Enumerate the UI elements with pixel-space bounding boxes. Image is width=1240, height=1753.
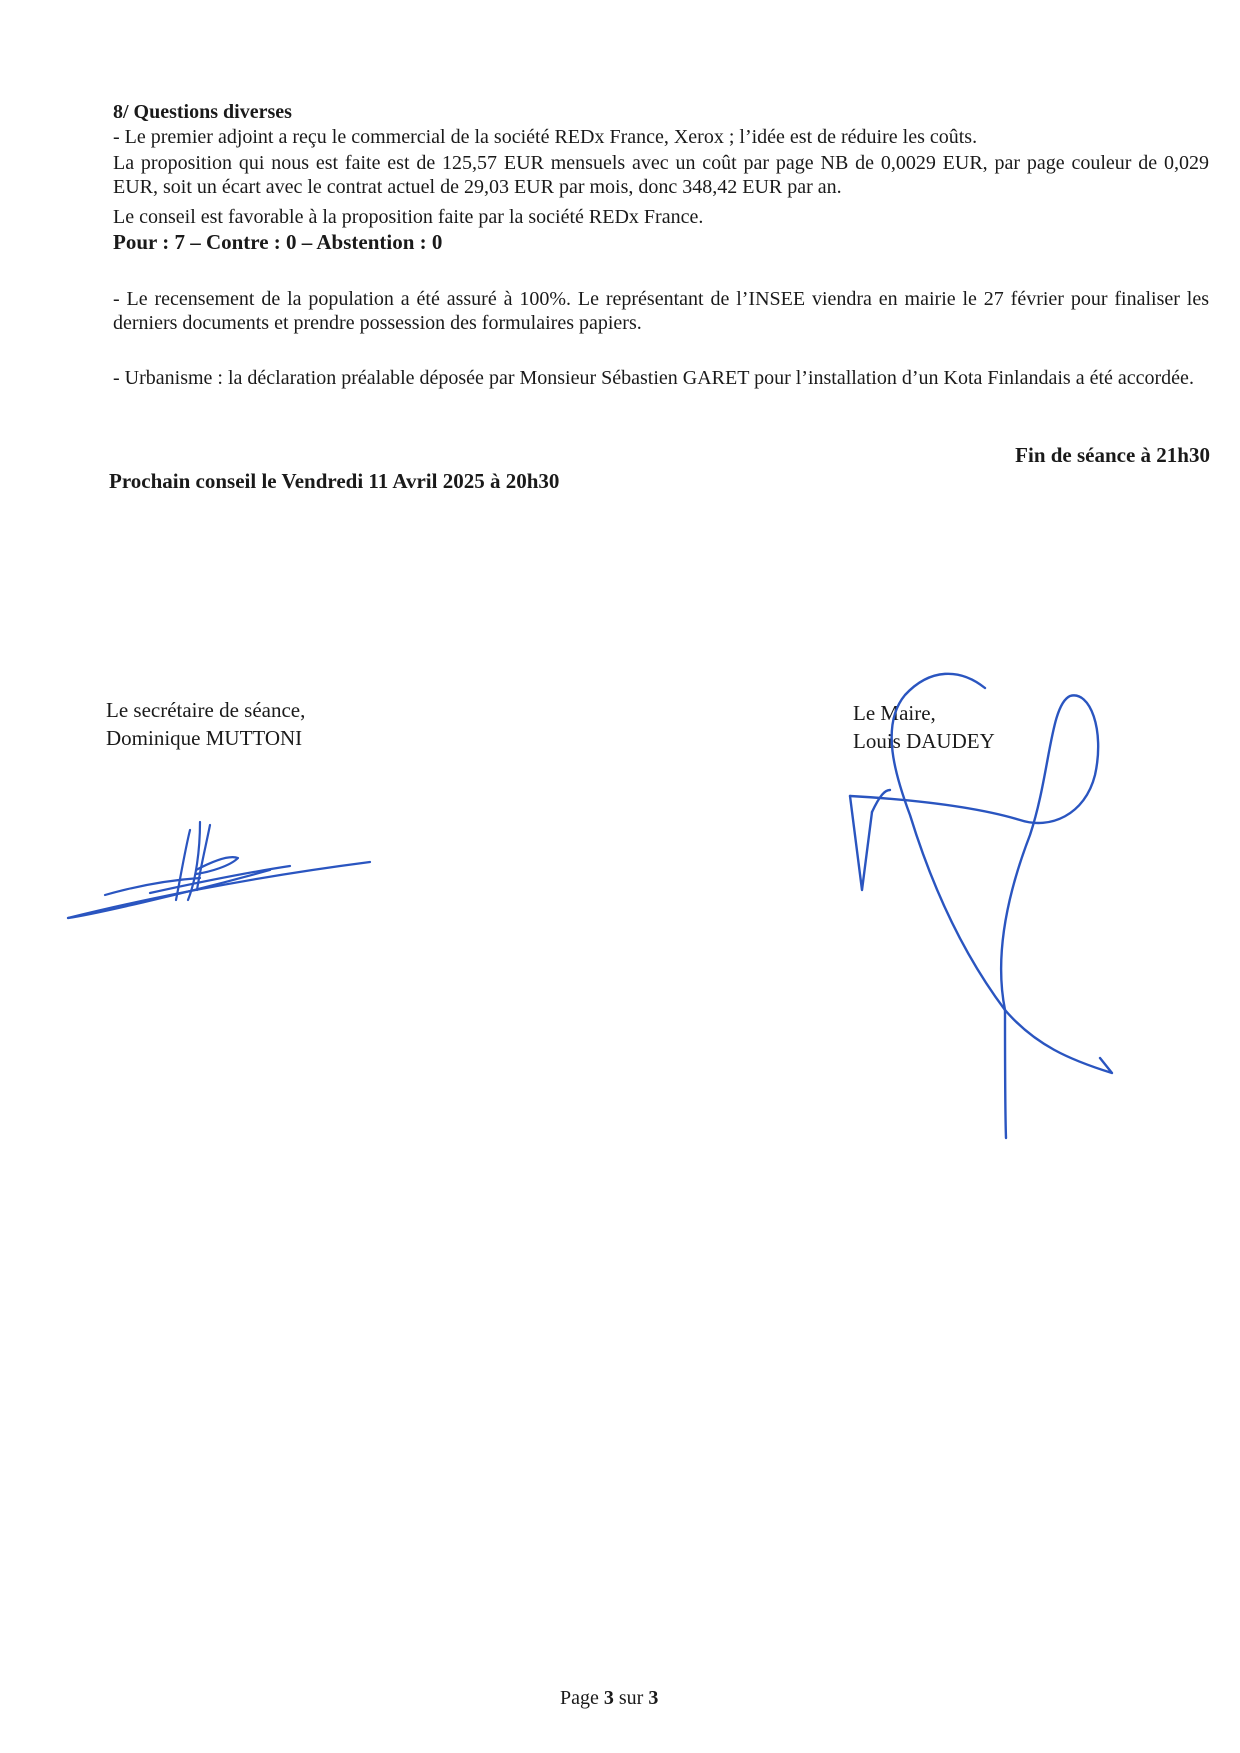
- paragraph-urbanism: - Urbanisme : la déclaration préalable déposée par Monsieur Sébastien GARET pour l’installation d’un Kota Finlandais a été accordée.: [113, 367, 1194, 389]
- section-heading: 8/ Questions diverses: [113, 101, 292, 123]
- paragraph-proposal: La proposition qui nous est faite est de 125,57 EUR mensuels avec un coût par page NB de 0,0029 EUR, par page couleur de 0,029 EUR, soit un écart avec le contrat actuel de 29,03 EUR par mois, donc 348,42 EUR par an.: [113, 152, 1209, 198]
- vote-result: Pour : 7 – Contre : 0 – Abstention : 0: [113, 230, 443, 254]
- paragraph-census: - Le recensement de la population a été assuré à 100%. Le représentant de l’INSEE viendra en mairie le 27 février pour finaliser les derniers documents et prendre possession des formulaires papiers.: [113, 288, 1209, 334]
- paragraph-conclusion: Le conseil est favorable à la proposition faite par la société REDx France.: [113, 206, 704, 228]
- secretary-role: Le secrétaire de séance,: [106, 698, 306, 722]
- page-number: [560, 1686, 658, 1710]
- page-prefix: Page: [560, 1687, 599, 1709]
- end-of-session: Fin de séance à 21h30: [1015, 443, 1210, 467]
- mayor-name: Louis DAUDEY: [853, 729, 995, 753]
- page-total: 3: [648, 1687, 659, 1709]
- page-separator: sur: [618, 1687, 644, 1709]
- secretary-name: Dominique MUTTONI: [106, 726, 303, 750]
- paragraph-intro: - Le premier adjoint a reçu le commercial de la société REDx France, Xerox ; l’idée est de réduire les coûts.: [113, 126, 978, 148]
- next-council: Prochain conseil le Vendredi 11 Avril 2025 à 20h30: [109, 469, 560, 493]
- mayor-signature: [850, 674, 1112, 1138]
- secretary-signature: [68, 822, 370, 918]
- mayor-role: Le Maire,: [853, 701, 936, 725]
- page-current: 3: [603, 1687, 614, 1709]
